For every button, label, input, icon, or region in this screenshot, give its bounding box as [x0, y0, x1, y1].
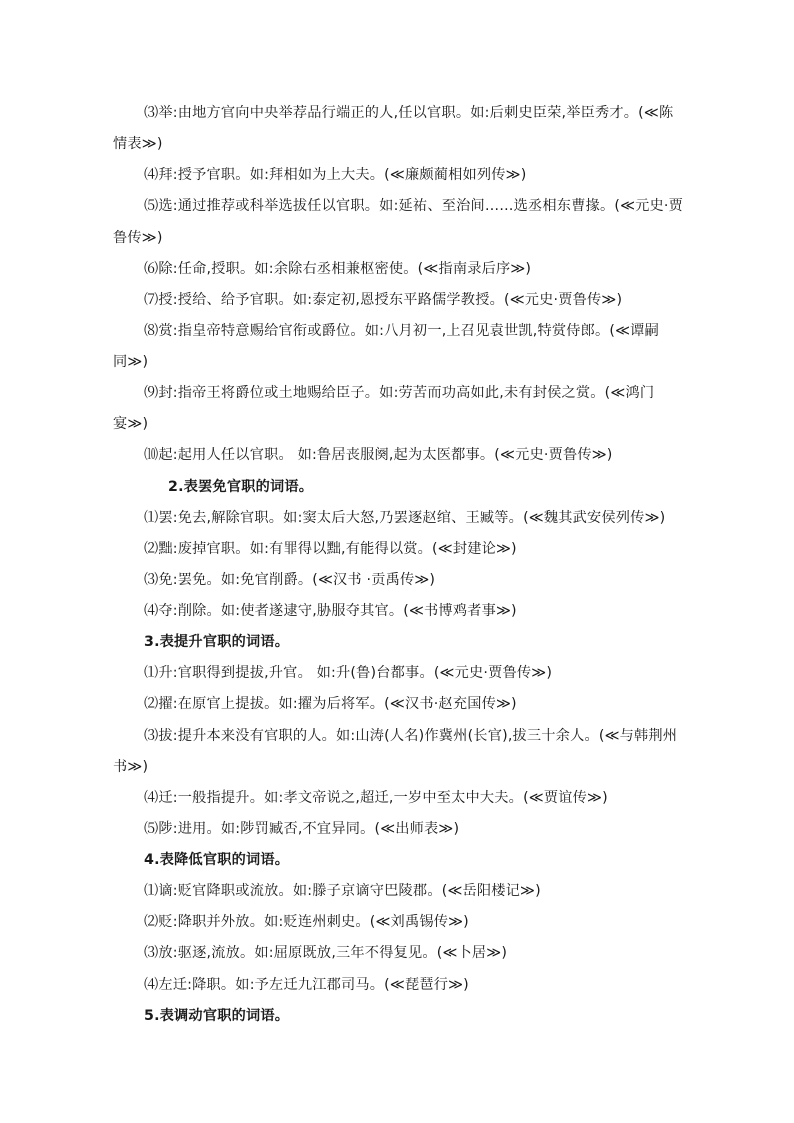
text-line: ⑵贬:降职并外放。如:贬连州刺史。(≪刘禹锡传≫): [144, 914, 469, 930]
text-line: ⑷夺:削除。如:使者遂逮守,胁服夺其官。(≪书博鸡者事≫): [144, 603, 517, 619]
text-line: ⑽起:起用人任以官职。 如:鲁居丧服阕,起为太医都事。(≪元史·贾鲁传≫): [144, 447, 613, 463]
text-line: ⑶免:罢免。如:免官削爵。(≪汉书 ·贡禹传≫): [144, 572, 436, 588]
text-line: ⑷迁:一般指提升。如:孝文帝说之,超迁,一岁中至太中大夫。(≪贾谊传≫): [144, 790, 608, 806]
text-line: 书≫): [113, 759, 149, 775]
text-line: ⑺授:授给、给予官职。如:泰定初,恩授东平路儒学教授。(≪元史·贾鲁传≫): [144, 292, 623, 308]
text-line: ⑵擢:在原官上提拔。如:擢为后将军。(≪汉书·赵充国传≫): [144, 696, 517, 712]
text-line: ⑻赏:指皇帝特意赐给官衔或爵位。如:八月初一,上召见袁世凯,特赏侍郎。(≪谭嗣: [144, 323, 659, 339]
text-line: ⑴谪:贬官降职或流放。如:滕子京谪守巴陵郡。(≪岳阳楼记≫): [144, 883, 541, 899]
section-heading: 5.表调动官职的词语。: [144, 1008, 290, 1024]
text-line: ⑷拜:授予官职。如:拜相如为上大夫。(≪廉颇蔺相如列传≫): [144, 167, 527, 183]
text-line: ⑶拔:提升本来没有官职的人。如:山涛(人名)作冀州(长官),拔三十余人。(≪与韩荆州: [144, 728, 678, 744]
text-line: 鲁传≫): [113, 230, 163, 246]
text-line: ⑷左迁:降职。如:予左迁九江郡司马。(≪琵琶行≫): [144, 977, 469, 993]
text-line: ⑸选:通过推荐或科举选拔任以官职。如:延祐、至治间……选丞相东曹掾。(≪元史·贾: [144, 198, 684, 214]
section-heading: 4.表降低官职的词语。: [144, 852, 290, 868]
text-line: ⑸陟:进用。如:陟罚臧否,不宜异同。(≪出师表≫): [144, 821, 460, 837]
text-line: ⑹除:任命,授职。如:余除右丞相兼枢密使。(≪指南录后序≫): [144, 261, 532, 277]
text-line: 同≫): [113, 354, 149, 370]
section-heading: 3.表提升官职的词语。: [144, 634, 290, 650]
text-line: ⑵黜:废掉官职。如:有罪得以黜,有能得以赏。(≪封建论≫): [144, 541, 517, 557]
text-line: 宴≫): [113, 416, 149, 432]
text-line: ⑴罢:免去,解除官职。如:窦太后大怒,乃罢逐赵绾、王臧等。(≪魏其武安侯列传≫): [144, 510, 666, 526]
section-heading: 2.表罢免官职的词语。: [168, 479, 314, 495]
text-line: ⑴升:官职得到提拔,升官。 如:升(鲁)台都事。(≪元史·贾鲁传≫): [144, 665, 553, 681]
text-line: 情表≫): [113, 136, 163, 152]
text-line: ⑼封:指帝王将爵位或土地赐给臣子。如:劳苦而功高如此,未有封侯之赏。(≪鸿门: [144, 385, 655, 401]
text-line: ⑶放:驱逐,流放。如:屈原既放,三年不得复见。(≪卜居≫): [144, 945, 508, 961]
text-line: ⑶举:由地方官向中央举荐品行端正的人,任以官职。如:后刺史臣荣,举臣秀才。(≪陈: [144, 105, 674, 121]
